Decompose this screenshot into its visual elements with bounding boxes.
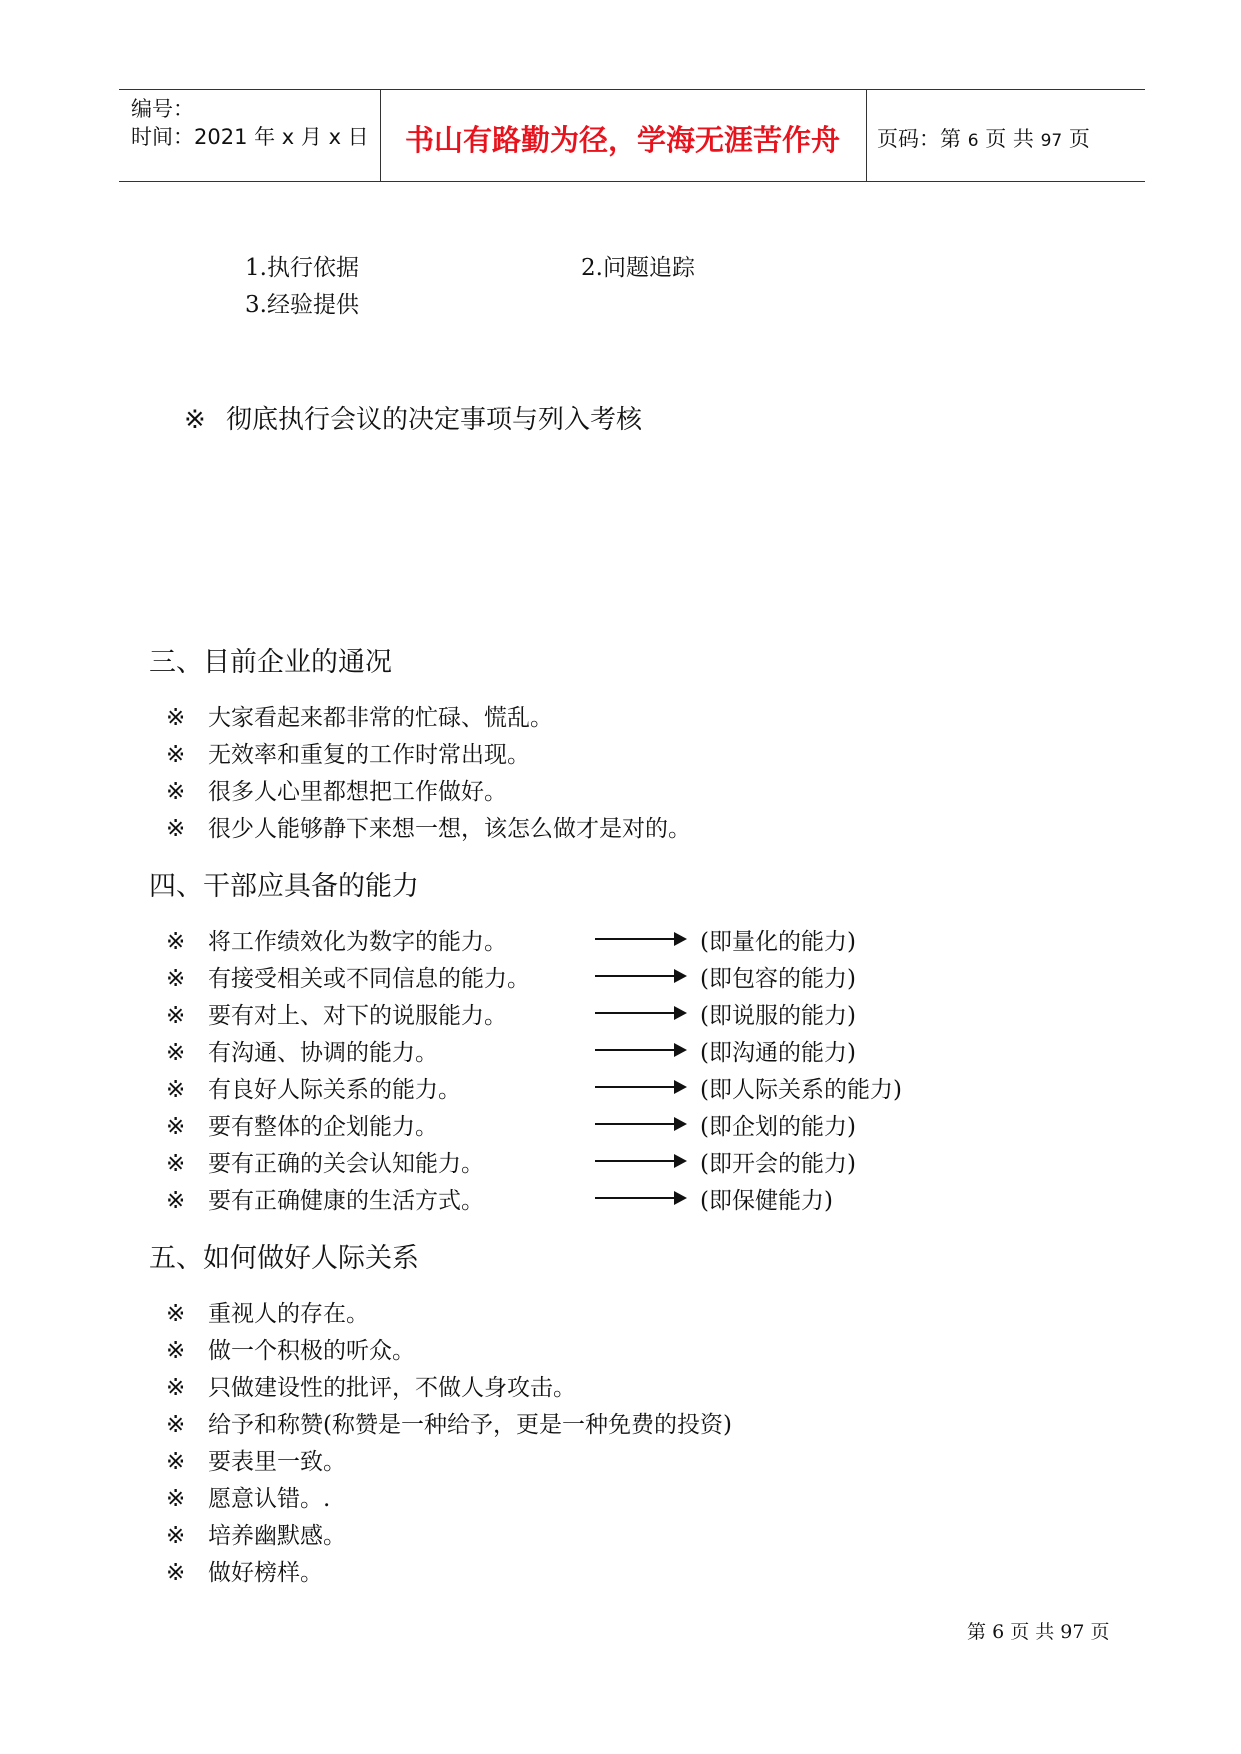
right-arrow-icon xyxy=(595,932,687,946)
header-divider-right xyxy=(866,89,867,182)
ability-result: (即保健能力) xyxy=(700,1188,833,1214)
ability-item: ※ 有接受相关或不同信息的能力。 xyxy=(166,966,530,992)
header-bottom-rule xyxy=(119,181,1145,182)
reference-mark: ※ xyxy=(166,1301,186,1327)
reference-mark: ※ xyxy=(184,405,206,435)
header-page-prefix: 页码：第 xyxy=(877,127,961,151)
reference-mark: ※ xyxy=(166,1040,186,1066)
section-heading-5: 五、如何做好人际关系 xyxy=(149,1243,419,1274)
list-item: ※ 只做建设性的批评，不做人身攻击。 xyxy=(166,1375,576,1401)
note-text: 彻底执行会议的决定事项与列入考核 xyxy=(226,405,643,435)
list-item: ※ 很少人能够静下来想一想，该怎么做才是对的。 xyxy=(166,816,691,842)
reference-mark: ※ xyxy=(166,966,186,992)
ability-result: (即开会的能力) xyxy=(700,1151,856,1177)
header-page-mid: 页 共 xyxy=(985,127,1034,151)
header-number-label: 编号： xyxy=(131,97,194,121)
right-arrow-icon xyxy=(595,1006,687,1020)
section-heading-3: 三、目前企业的通况 xyxy=(149,647,392,678)
reference-mark: ※ xyxy=(166,1114,186,1140)
ability-item: ※ 有良好人际关系的能力。 xyxy=(166,1077,461,1103)
list-item: ※ 要表里一致。 xyxy=(166,1449,346,1475)
ability-item: ※ 要有正确的关会认知能力。 xyxy=(166,1151,484,1177)
reference-mark: ※ xyxy=(166,742,186,768)
ability-item: ※ 要有对上、对下的说服能力。 xyxy=(166,1003,507,1029)
header-page-total: 97 xyxy=(1040,131,1063,151)
reference-mark: ※ xyxy=(166,1188,186,1214)
reference-mark: ※ xyxy=(166,1375,186,1401)
section-heading-4: 四、干部应具备的能力 xyxy=(149,871,419,902)
reference-mark: ※ xyxy=(166,705,186,731)
ability-item: ※ 要有正确健康的生活方式。 xyxy=(166,1188,484,1214)
list-item: ※ 给予和称赞(称赞是一种给予，更是一种免费的投资) xyxy=(166,1412,732,1438)
numbered-item-3: 3.经验提供 xyxy=(245,292,359,318)
footer-prefix: 第 xyxy=(967,1621,987,1643)
list-item: ※ 愿意认错。. xyxy=(166,1486,331,1512)
header-page-current: 6 xyxy=(967,131,979,151)
header-time-label: 时间：2021 年 x 月 x 日 xyxy=(131,125,369,149)
reference-mark: ※ xyxy=(166,1077,186,1103)
numbered-item-2: 2.问题追踪 xyxy=(581,255,695,281)
footer-suffix: 页 xyxy=(1090,1621,1110,1643)
header-top-rule xyxy=(119,89,1145,90)
reference-mark: ※ xyxy=(166,1003,186,1029)
note-line xyxy=(184,399,642,436)
right-arrow-icon xyxy=(595,1154,687,1168)
reference-mark: ※ xyxy=(166,1560,186,1586)
list-item: ※ 做好榜样。 xyxy=(166,1560,323,1586)
numbered-item-1: 1.执行依据 xyxy=(245,255,359,281)
list-item: ※ 大家看起来都非常的忙碌、慌乱。 xyxy=(166,705,553,731)
ability-item: ※ 将工作绩效化为数字的能力。 xyxy=(166,929,507,955)
reference-mark: ※ xyxy=(166,1151,186,1177)
reference-mark: ※ xyxy=(166,816,186,842)
header-motto: 书山有路勤为径，学海无涯苦作舟 xyxy=(405,123,841,157)
reference-mark: ※ xyxy=(166,779,186,805)
ability-result: (即企划的能力) xyxy=(700,1114,856,1140)
footer-current: 6 xyxy=(992,1621,1005,1643)
list-item: ※ 做一个积极的听众。 xyxy=(166,1338,415,1364)
header-page-suffix: 页 xyxy=(1068,127,1090,151)
reference-mark: ※ xyxy=(166,1523,186,1549)
reference-mark: ※ xyxy=(166,1338,186,1364)
ability-item: ※ 要有整体的企划能力。 xyxy=(166,1114,438,1140)
reference-mark: ※ xyxy=(166,1486,186,1512)
page-footer xyxy=(967,1617,1110,1644)
reference-mark: ※ xyxy=(166,1449,186,1475)
reference-mark: ※ xyxy=(166,1412,186,1438)
right-arrow-icon xyxy=(595,1080,687,1094)
footer-total: 97 xyxy=(1060,1621,1085,1643)
ability-result: (即沟通的能力) xyxy=(700,1040,856,1066)
list-item: ※ 很多人心里都想把工作做好。 xyxy=(166,779,507,805)
header-divider-left xyxy=(380,89,381,182)
header-page-info xyxy=(877,123,1090,153)
list-item: ※ 无效率和重复的工作时常出现。 xyxy=(166,742,530,768)
reference-mark: ※ xyxy=(166,929,186,955)
ability-result: (即量化的能力) xyxy=(700,929,856,955)
right-arrow-icon xyxy=(595,1043,687,1057)
footer-mid: 页 共 xyxy=(1010,1621,1055,1643)
list-item: ※ 培养幽默感。 xyxy=(166,1523,346,1549)
ability-result: (即说服的能力) xyxy=(700,1003,856,1029)
ability-result: (即包容的能力) xyxy=(700,966,856,992)
ability-item: ※ 有沟通、协调的能力。 xyxy=(166,1040,438,1066)
right-arrow-icon xyxy=(595,969,687,983)
ability-result: (即人际关系的能力) xyxy=(700,1077,902,1103)
list-item: ※ 重视人的存在。 xyxy=(166,1301,369,1327)
right-arrow-icon xyxy=(595,1191,687,1205)
right-arrow-icon xyxy=(595,1117,687,1131)
